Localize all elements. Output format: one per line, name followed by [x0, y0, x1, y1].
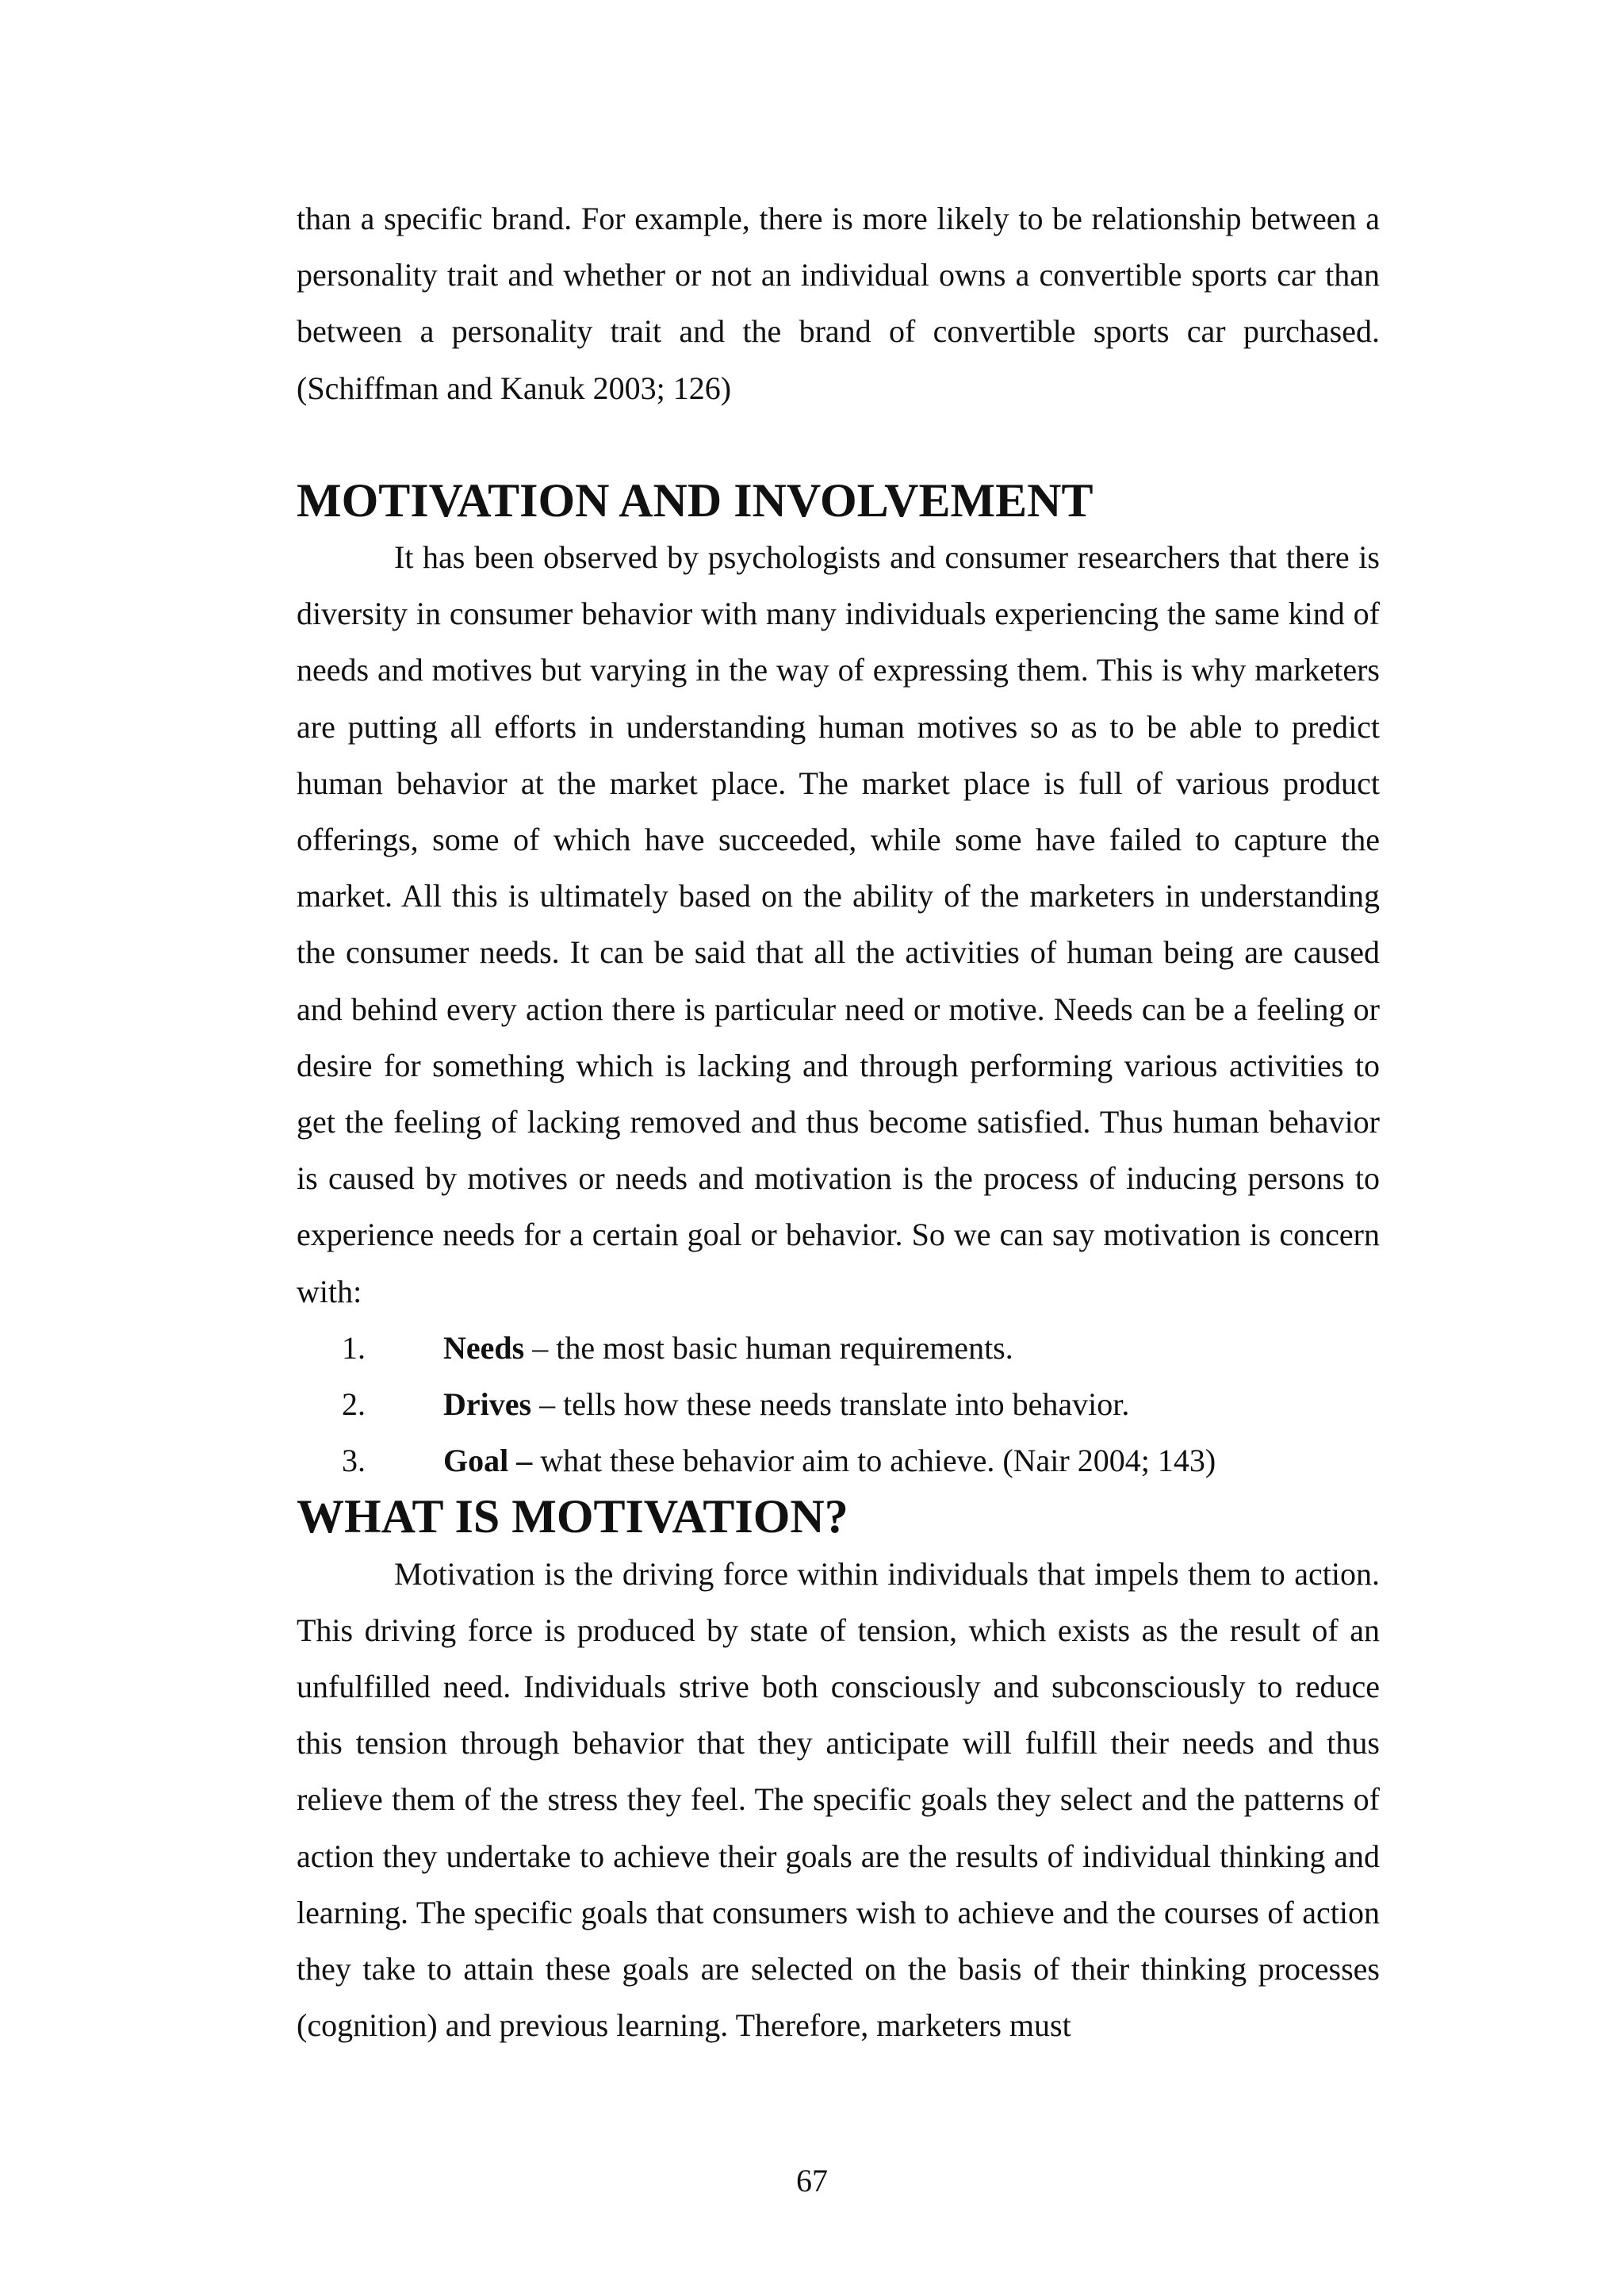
page-number: 67 [796, 2163, 828, 2198]
list-item-text: – tells how these needs translate into behavior. [531, 1386, 1130, 1423]
motivation-list [297, 1320, 1380, 1489]
list-item-number: 2. [342, 1386, 366, 1423]
list-item [297, 1376, 1380, 1432]
section-heading-motivation-involvement: MOTIVATION AND INVOLVEMENT [297, 473, 1094, 527]
spacer [297, 416, 1380, 473]
what-is-motivation-paragraph: Motivation is the driving force within individuals that impels them to action. This driving force is produced by state of tension, which exists as the result of an unfulfilled need. Individuals strive both consciously and subconsciously to reduce this tension through behavior that they anticipate will fulfill their needs and thus relieve them of the stress they feel. The specific goals they select and the patterns of action they undertake to achieve their goals are the results of individual thinking and learning. The specific goals that consumers wish to achieve and the courses of action they take to attain these goals are selected on the basis of their thinking processes (cognition) and previous learning. Therefore, marketers must [297, 1555, 1380, 2044]
list-item-term: Goal – [443, 1443, 533, 1479]
motivation-involvement-paragraph: It has been observed by psychologists and consumer researchers that there is diversity in consumer behavior with many individuals experiencing the same kind of needs and motives but varying in the way of expressing them. This is why marketers are putting all efforts in understanding human motives so as to be able to predict human behavior at the market place. The market place is full of various product offerings, some of which have succeeded, while some have failed to capture the market. All this is ultimately based on the ability of the marketers in understanding the consumer needs. It can be said that all the activities of human being are caused and behind every action there is particular need or motive. Needs can be a feeling or desire for something which is lacking and through performing various activities to get the feeling of lacking removed and thus become satisfied. Thus human behavior is caused by motives or needs and motivation is the process of inducing persons to experience needs for a certain goal or behavior. So we can say motivation is concern with: [297, 539, 1380, 1309]
list-item-text: what these behavior aim to achieve. (Nair 2004; 143) [532, 1443, 1216, 1479]
body-text [297, 190, 1380, 2054]
list-item-number: 3. [342, 1443, 366, 1479]
intro-paragraph: than a specific brand. For example, there is more likely to be relationship between a personality trait and whether or not an individual owns a convertible sports car than between a personality trait and the brand of convertible sports car purchased. (Schiffman and Kanuk 2003; 126) [297, 201, 1380, 406]
list-item-number: 1. [342, 1329, 366, 1366]
list-item-text: – the most basic human requirements. [524, 1329, 1013, 1366]
list-item-term: Needs [443, 1329, 525, 1366]
list-item [297, 1320, 1380, 1376]
list-item-term: Drives [443, 1386, 532, 1423]
list-item [297, 1432, 1380, 1489]
section-heading-what-is-motivation: WHAT IS MOTIVATION? [297, 1490, 848, 1543]
